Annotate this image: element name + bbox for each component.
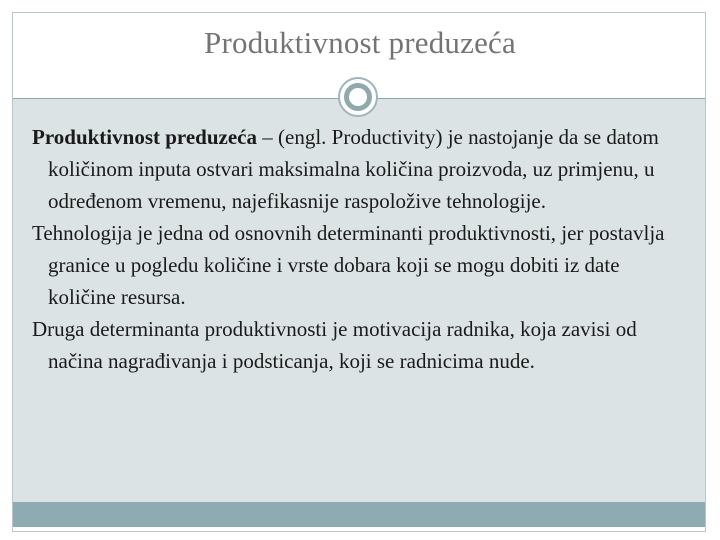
slide-title: Produktivnost preduzeća <box>204 25 516 60</box>
definition-text: – (engl. Productivity) je nastojanje da se datom količinom inputa ostvari maksimalna količina proizvoda, uz primjenu, u određenom vremenu, najefikasnije raspoložive tehnologije. <box>48 125 659 213</box>
circle-ornament-icon <box>338 77 378 117</box>
paragraph-technology: Tehnologija je jedna od osnovnih determinanti produktivnosti, jer postavlja granice u pogledu količine i vrste dobara koji se mogu dobiti iz date količine resursa. <box>32 221 665 309</box>
paragraph-motivation: Druga determinanta produktivnosti je motivacija radnika, koja zavisi od načina nagrađivanja i podsticanja, koji se radnicima nude. <box>32 317 637 373</box>
slide-body <box>32 121 682 377</box>
bottom-accent-bar <box>13 502 705 527</box>
paragraph-definition <box>32 121 682 217</box>
definition-term: Produktivnost preduzeća <box>32 125 257 149</box>
